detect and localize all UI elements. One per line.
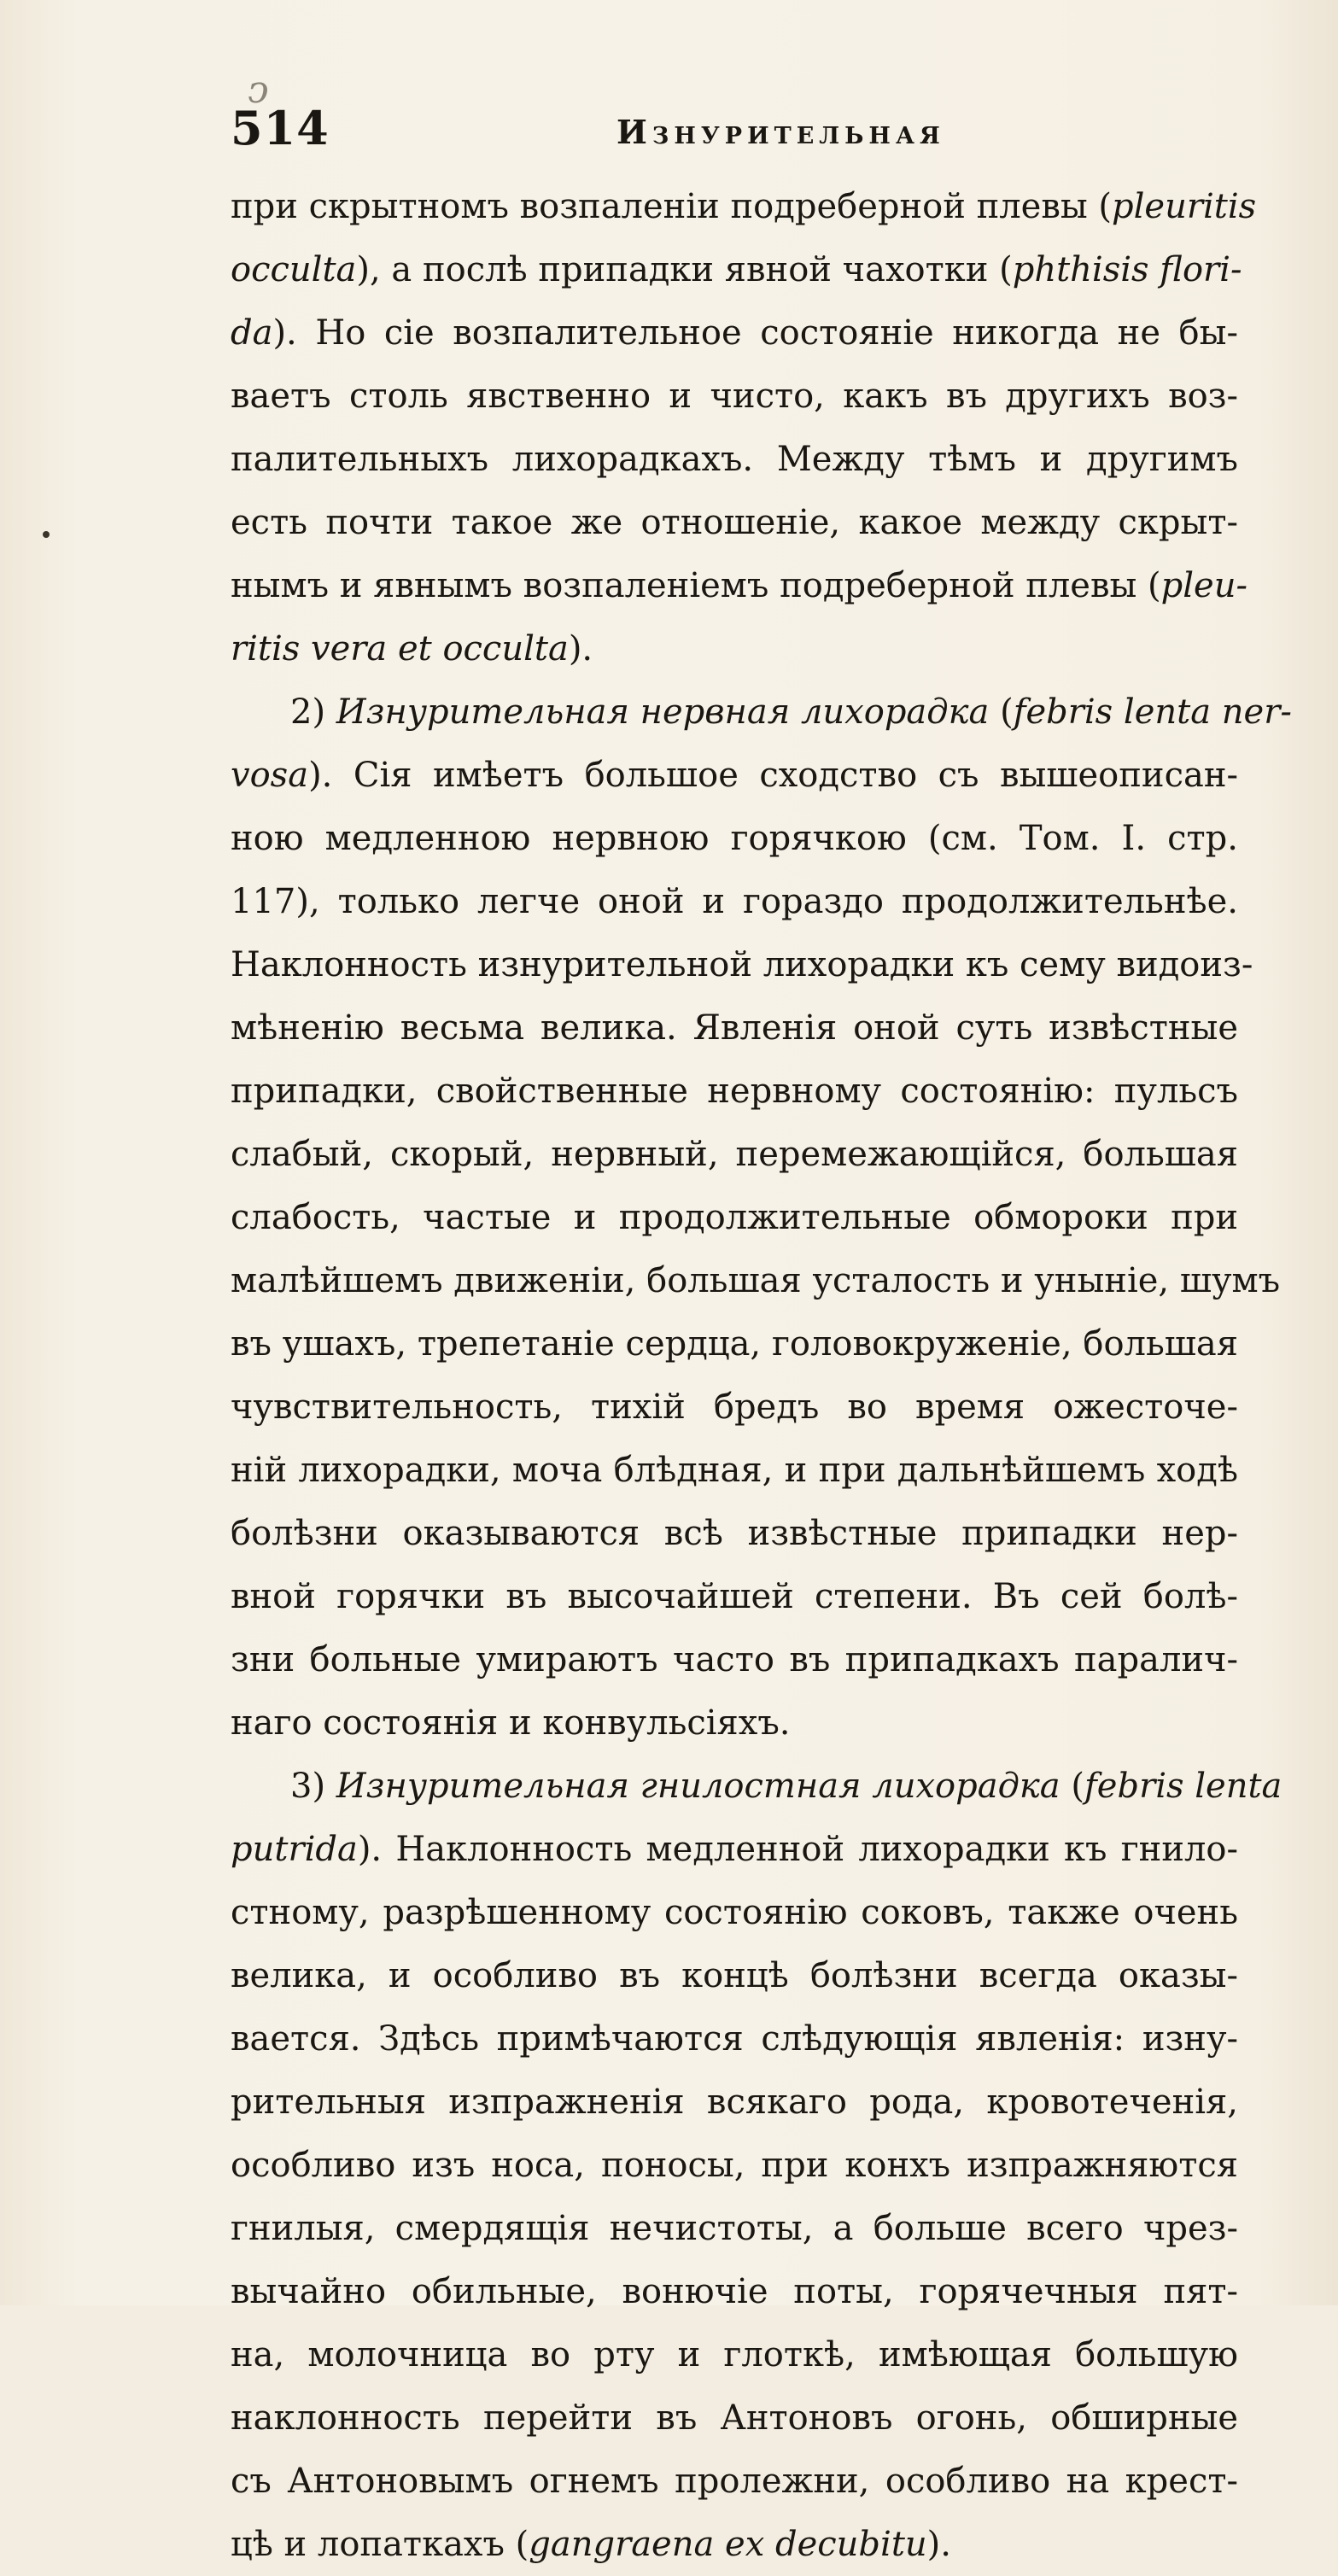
text-span: ваетъ столь явственно и чисто, какъ въ другихъ воз- [231, 377, 1238, 416]
text-line [231, 365, 1238, 428]
text-span: зни больные умираютъ часто въ припадкахъ паралич- [231, 1640, 1238, 1679]
italic-text: putrida [231, 1830, 358, 1869]
text-line [231, 428, 1238, 491]
text-span: 3) [290, 1767, 336, 1806]
text-span: болѣзни оказываются всѣ извѣстные припадки нер- [231, 1514, 1238, 1553]
text-span: въ ушахъ, трепетаніе сердца, головокруженіе, большая [231, 1324, 1238, 1364]
text-line [231, 744, 1238, 807]
pencil-mark: ↄ [248, 68, 269, 112]
text-span: нымъ и явнымъ возпаленіемъ подреберной плевы ( [231, 566, 1161, 605]
text-span: вается. Здѣсь примѣчаются слѣдующія явленія: изну- [231, 2019, 1238, 2059]
text-line [231, 2513, 1238, 2576]
text-line [231, 2134, 1238, 2197]
text-span: стному, разрѣшенному состоянію соковъ, также очень [231, 1893, 1238, 1932]
text-span: есть почти такое же отношеніе, какое между скрыт- [231, 503, 1238, 542]
text-span: ( [1060, 1767, 1084, 1806]
text-span: чувствительность, тихій бредъ во время ожесточе- [231, 1387, 1238, 1427]
text-line [231, 1755, 1282, 1818]
text-span: мѣненію весьма велика. Явленія оной суть извѣстные [231, 1008, 1238, 1048]
text-line [231, 2260, 1238, 2323]
text-span: 117), только легче оной и гораздо продолжительнѣе. [231, 882, 1238, 921]
text-line [231, 554, 1247, 617]
text-line [231, 681, 1292, 744]
text-line [231, 1628, 1238, 1691]
text-span: ). Сія имѣетъ большое сходство съ вышеописан- [308, 756, 1238, 795]
text-span: ), а послѣ припадки явной чахотки ( [356, 250, 1013, 289]
text-line [231, 2450, 1238, 2513]
running-head [231, 101, 1240, 161]
text-span: съ Антоновымъ огнемъ пролежни, особливо на крест- [231, 2462, 1238, 2501]
text-line [231, 1439, 1238, 1502]
text-span: малѣйшемъ движеніи, большая усталость и уныніе, шумъ [231, 1261, 1281, 1300]
text-line [231, 807, 1238, 870]
text-span: Наклонность изнурительной лихорадки къ сему видоиз- [231, 945, 1253, 984]
text-line [231, 1944, 1238, 2007]
running-title: Изнурительная [616, 113, 945, 151]
italic-text: Изнурительная нервная лихорадка [336, 692, 990, 732]
text-line [231, 1691, 1238, 1755]
text-line [231, 1881, 1238, 1944]
text-span: при скрытномъ возпаленіи подреберной плевы ( [231, 187, 1113, 226]
text-span: на, молочница во рту и глоткѣ, имѣющая большую [231, 2335, 1238, 2374]
text-span: слабость, частые и продолжительные обмороки при [231, 1198, 1238, 1237]
text-span: наклонность перейти въ Антоновъ огонь, обширные [231, 2398, 1238, 2438]
italic-text: gangraena ex decubitu [529, 2525, 927, 2564]
body-text [231, 175, 1292, 2576]
text-span: велика, и особливо въ концѣ болѣзни всегда оказы- [231, 1956, 1238, 1995]
text-line [231, 1312, 1238, 1376]
text-line [231, 2323, 1238, 2386]
italic-text: febris lenta ner- [1013, 692, 1292, 732]
text-line [231, 238, 1242, 301]
text-line [231, 491, 1238, 554]
text-line [231, 1376, 1238, 1439]
text-line [231, 1186, 1238, 1249]
text-line [231, 996, 1238, 1060]
text-line [231, 1249, 1281, 1312]
text-span: 2) [290, 692, 336, 732]
text-span: ). [926, 2525, 951, 2564]
text-span: ною медленною нервною горячкою (см. Том. I. стр. [231, 819, 1238, 858]
italic-text: da [231, 313, 273, 353]
text-line [231, 1818, 1238, 1881]
text-span: гнилыя, смердящія нечистоты, а больше всего чрез- [231, 2209, 1238, 2248]
text-span: слабый, скорый, нервный, перемежающійся, большая [231, 1135, 1238, 1174]
page-number: 514 [231, 101, 330, 155]
italic-text: pleu- [1160, 566, 1247, 605]
text-span: припадки, свойственные нервному состоянію: пульсъ [231, 1072, 1238, 1111]
text-span: вычайно обильные, вонючіе поты, горячечныя пят- [231, 2272, 1238, 2311]
text-line [231, 175, 1257, 238]
text-line [231, 1565, 1238, 1628]
italic-text: occulta [231, 250, 357, 289]
text-span: особливо изъ носа, поносы, при конхъ изпражняются [231, 2146, 1238, 2185]
text-line [231, 2007, 1238, 2071]
text-line [231, 1502, 1238, 1565]
text-span: вной горячки въ высочайшей степени. Въ сей болѣ- [231, 1577, 1238, 1616]
margin-mark [43, 531, 50, 538]
text-line [231, 933, 1253, 996]
text-line [231, 870, 1238, 933]
italic-text: pleuritis [1112, 187, 1257, 226]
text-span: рительныя изпражненія всякаго рода, кровотеченія, [231, 2082, 1238, 2122]
text-line [231, 617, 1238, 681]
text-span: цѣ и лопаткахъ ( [231, 2525, 529, 2564]
text-line [231, 2197, 1238, 2260]
italic-text: Изнурительная гнилостная лихорадка [336, 1767, 1060, 1806]
text-line [231, 1060, 1238, 1123]
text-span: ). Наклонность медленной лихорадки къ гнило- [357, 1830, 1238, 1869]
text-span: наго состоянія и конвульсіяхъ. [231, 1703, 791, 1743]
text-line [231, 1123, 1238, 1186]
italic-text: febris lenta [1084, 1767, 1282, 1806]
text-line [231, 2071, 1238, 2134]
text-span: ). [568, 629, 593, 669]
italic-text: phthisis flori- [1012, 250, 1242, 289]
text-line [231, 301, 1238, 365]
text-span: палительныхъ лихорадкахъ. Между тѣмъ и другимъ [231, 440, 1238, 479]
italic-text: ritis vera et occulta [231, 629, 569, 669]
italic-text: vosa [231, 756, 309, 795]
text-span: ній лихорадки, моча блѣдная, и при дальнѣйшемъ ходѣ [231, 1451, 1238, 1490]
text-span: ). Но сіе возпалительное состояніе никогда не бы- [272, 313, 1238, 353]
text-span: ( [989, 692, 1014, 732]
text-line [231, 2386, 1238, 2450]
